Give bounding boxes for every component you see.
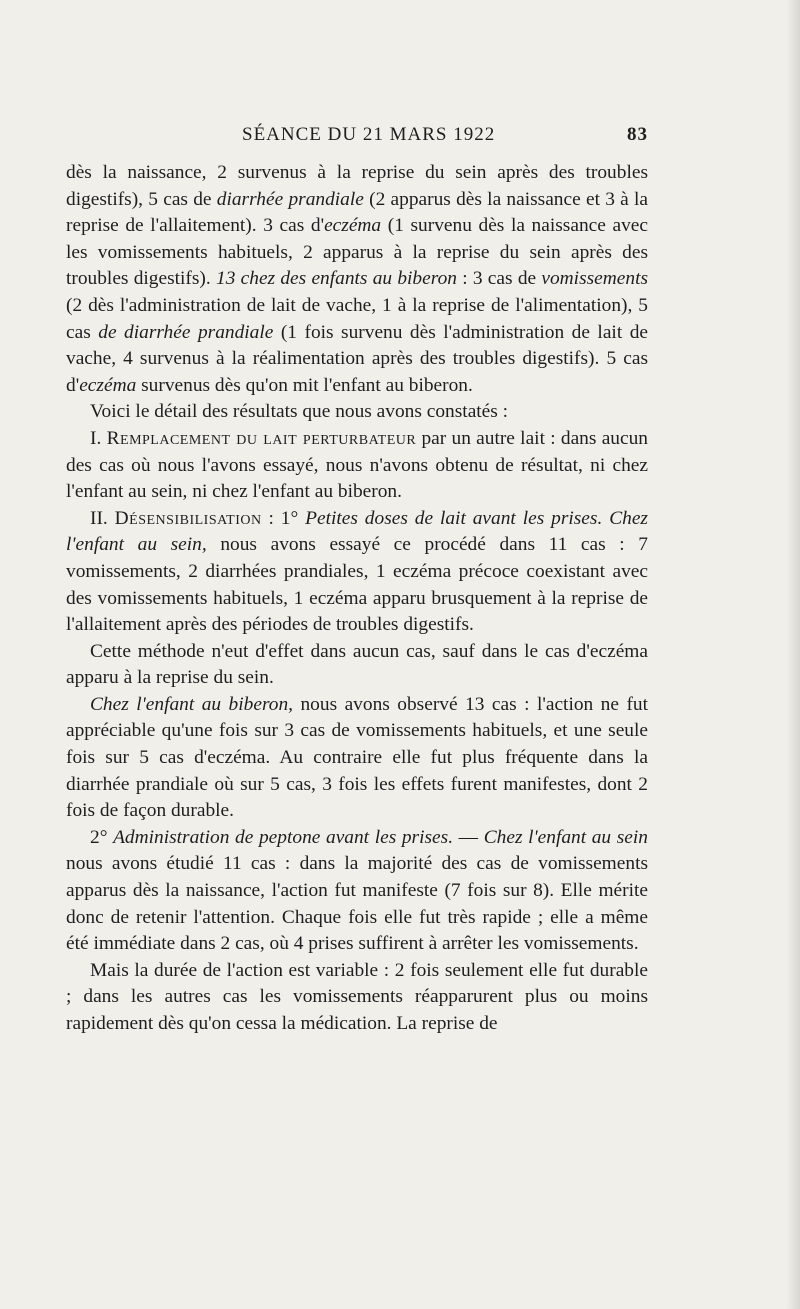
text-run: Voici le détail des résultats que nous avons constatés : [90, 401, 509, 423]
text-run: nous avons observé 13 cas : l'action ne fut appréciable qu'une fois sur 3 cas de vomissements habituels, et une seule fois sur 5 cas d'eczéma. Au contraire elle fut plus fréquente dans la diarrhée prandiale où sur 5 cas, 3 fois les effets furent manifestes, dont 2 fois de façon durable. [66, 693, 648, 822]
italic-text: Chez l'enfant au biberon, [90, 693, 294, 715]
text-run: par un autre lait : dans aucun des cas où nous l'avons essayé, nous n'avons obtenu de résultat, ni chez l'enfant au sein, ni chez l'enfant au biberon. [66, 427, 648, 503]
running-header [66, 124, 648, 154]
italic-text: de diarrhée prandiale [98, 321, 274, 343]
paragraph [66, 692, 648, 825]
text-run: II. [90, 507, 115, 529]
text-run: nous avons étudié 11 cas : dans la majorité des cas de vomissements apparus dès la naissance, l'action fut manifeste (7 fois sur 8). Elle mérite donc de retenir l'attention. Chaque fois elle fut très rapide ; elle a même été immédiate dans 2 cas, où 4 prises suffirent à arrêter les vomissements. [66, 853, 648, 955]
paragraph [66, 426, 648, 506]
italic-text: diarrhée prandiale [216, 188, 364, 210]
small-caps-heading: Désensibilisation [114, 507, 262, 529]
italic-text: 13 chez des enfants au biberon [216, 268, 457, 290]
text-run: (1 fois survenu dès l'administration de lait de vache, 4 survenus à la réalimentation après des troubles digestifs). 5 cas d' [66, 321, 648, 396]
paragraph [66, 639, 648, 692]
text-run: I. [90, 427, 107, 449]
text-run: (2 apparus dès la naissance et 3 à la reprise de l'allaitement). 3 cas d' [66, 188, 649, 237]
text-run: nous avons essayé ce procédé dans 11 cas : 7 vomissements, 2 diarrhées prandiales, 1 eczéma précoce coexistant avec des vomissements habituels, 1 eczéma apparu brusquement à la reprise de l'allaitement après des périodes de troubles digestifs. [66, 534, 648, 636]
text-run: Cette méthode n'eut d'effet dans aucun cas, sauf dans le cas d'eczéma apparu à la reprise du sein. [66, 640, 648, 689]
italic-text: eczéma [79, 374, 137, 396]
running-title: SÉANCE DU 21 MARS 1922 [242, 124, 496, 145]
text-run: Mais la durée de l'action est variable : 2 fois seulement elle fut durable ; dans les autres cas les vomissements réapparurent plus ou moins rapidement dès qu'on cessa la médication. La reprise de [66, 959, 648, 1034]
italic-text: vomissements [541, 268, 649, 290]
text-run: dès la naissance, 2 survenus à la reprise du sein après des troubles digestifs), 5 cas de [66, 162, 648, 210]
page-number: 83 [627, 124, 648, 145]
text-run: (1 survenu dès la naissance avec les vomissements habituels, 2 apparus à la reprise du sein après des troubles digestifs). [66, 215, 648, 290]
page-edge-shadow [786, 0, 800, 1309]
body-text [66, 160, 648, 1038]
italic-text: Administration de peptone avant les prises. [113, 826, 454, 848]
text-run: — [453, 826, 484, 848]
paragraph [66, 160, 648, 399]
italic-text: Petites doses de lait avant les prises. Chez l'enfant au sein, [66, 507, 648, 556]
paragraph [66, 506, 648, 639]
italic-text: eczéma [324, 215, 382, 237]
text-run: : 3 cas de [456, 268, 542, 290]
paragraph [66, 399, 648, 426]
italic-text: Chez l'enfant au sein [483, 826, 648, 848]
text-run: survenus dès qu'on mit l'enfant au biberon. [136, 374, 473, 396]
text-run: 2° [90, 826, 114, 848]
paragraph [66, 825, 648, 958]
small-caps-heading: Remplacement du lait perturbateur [106, 427, 417, 449]
text-run: : 1° [261, 507, 306, 529]
paragraph [66, 958, 648, 1038]
text-run: (2 dès l'administration de lait de vache, 1 à la reprise de l'alimentation), 5 cas [66, 294, 648, 343]
